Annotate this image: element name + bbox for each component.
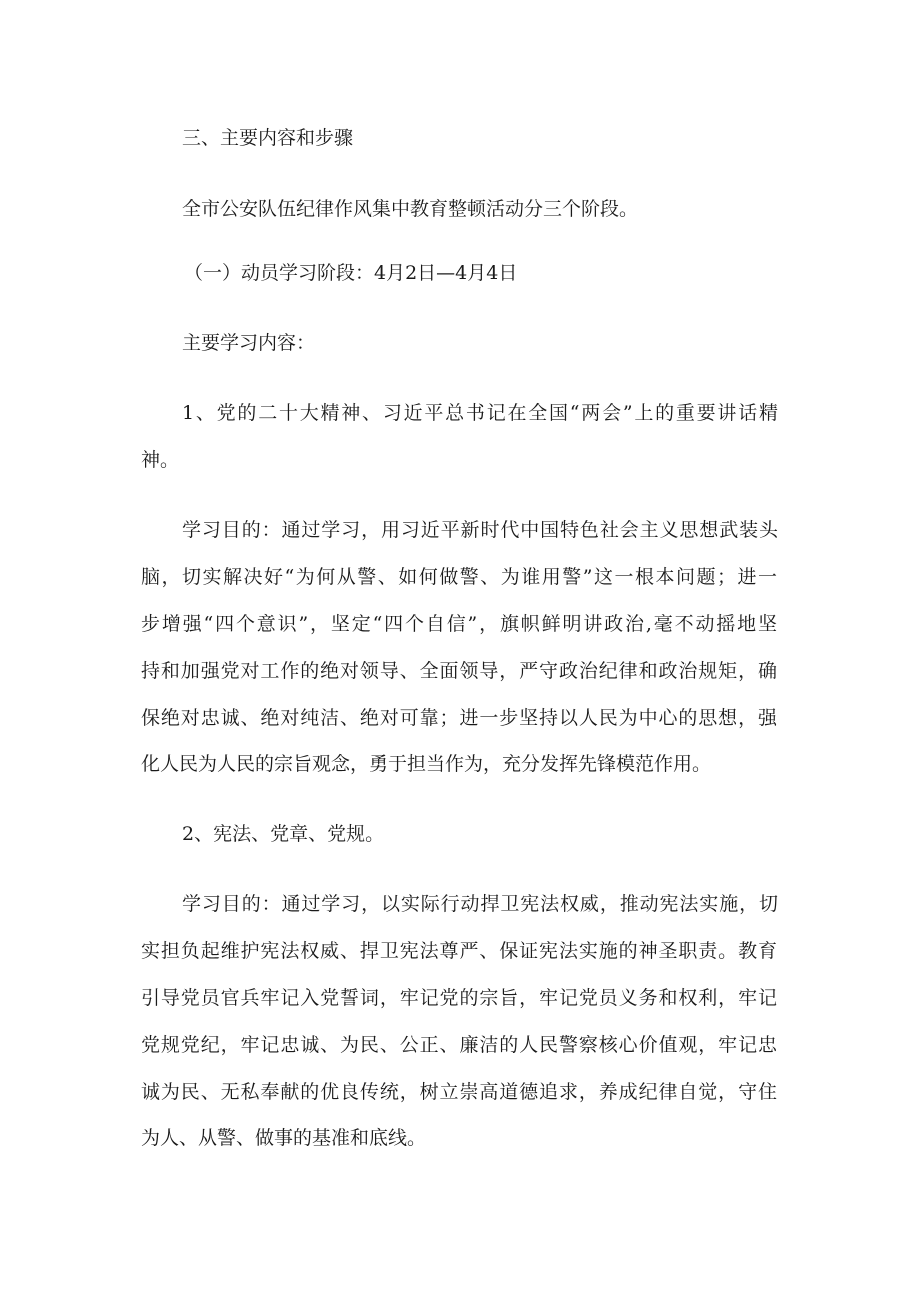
purpose-2-line-5: 诚为民、无私奉献的优良传统，树立崇高道德追求，养成纪律自觉，守住 — [141, 1081, 777, 1103]
item-2: 2、宪法、党章、党规。 — [182, 823, 385, 845]
purpose-2-line-6: 为人、从警、做事的基准和底线。 — [141, 1127, 427, 1149]
section-heading: 三、主要内容和步骤 — [182, 127, 354, 149]
item-1-line-1: 1、党的二十大精神、习近平总书记在全国“两会”上的重要讲话精 — [182, 402, 778, 424]
purpose-2-line-1: 学习目的：通过学习，以实际行动捍卫宪法权威，推动宪法实施，切 — [182, 893, 778, 915]
purpose-1-line-3: 步增强“四个意识”，坚定“四个自信”，旗帜鲜明讲政治,毫不动摇地坚 — [141, 613, 777, 635]
phase-one-heading: （一）动员学习阶段：4月2日—4月4日 — [184, 262, 518, 284]
purpose-1-line-5: 保绝对忠诚、绝对纯洁、绝对可靠；进一步坚持以人民为中心的思想，强 — [141, 707, 777, 729]
purpose-2-line-3: 引导党员官兵牢记入党誓词，牢记党的宗旨，牢记党员义务和权利，牢记 — [141, 987, 777, 1009]
purpose-1-line-1: 学习目的：通过学习，用习近平新时代中国特色社会主义思想武装头 — [182, 519, 778, 541]
item-1-line-2: 神。 — [141, 449, 180, 471]
purpose-1-line-6: 化人民为人民的宗旨观念，勇于担当作为，充分发挥先锋模范作用。 — [141, 753, 712, 775]
content-label: 主要学习内容： — [182, 332, 316, 354]
purpose-1-line-4: 持和加强党对工作的绝对领导、全面领导，严守政治纪律和政治规矩，确 — [141, 660, 777, 682]
purpose-2-line-4: 党规党纪，牢记忠诚、为民、公正、廉洁的人民警察核心价值观，牢记忠 — [141, 1034, 777, 1056]
intro-paragraph: 全市公安队伍纪律作风集中教育整顿活动分三个阶段。 — [182, 198, 639, 220]
purpose-2-line-2: 实担负起维护宪法权威、捍卫宪法尊严、保证宪法实施的神圣职责。教育 — [141, 940, 777, 962]
purpose-1-line-2: 脑，切实解决好“为何从警、如何做警、为谁用警”这一根本问题；进一 — [141, 566, 777, 588]
